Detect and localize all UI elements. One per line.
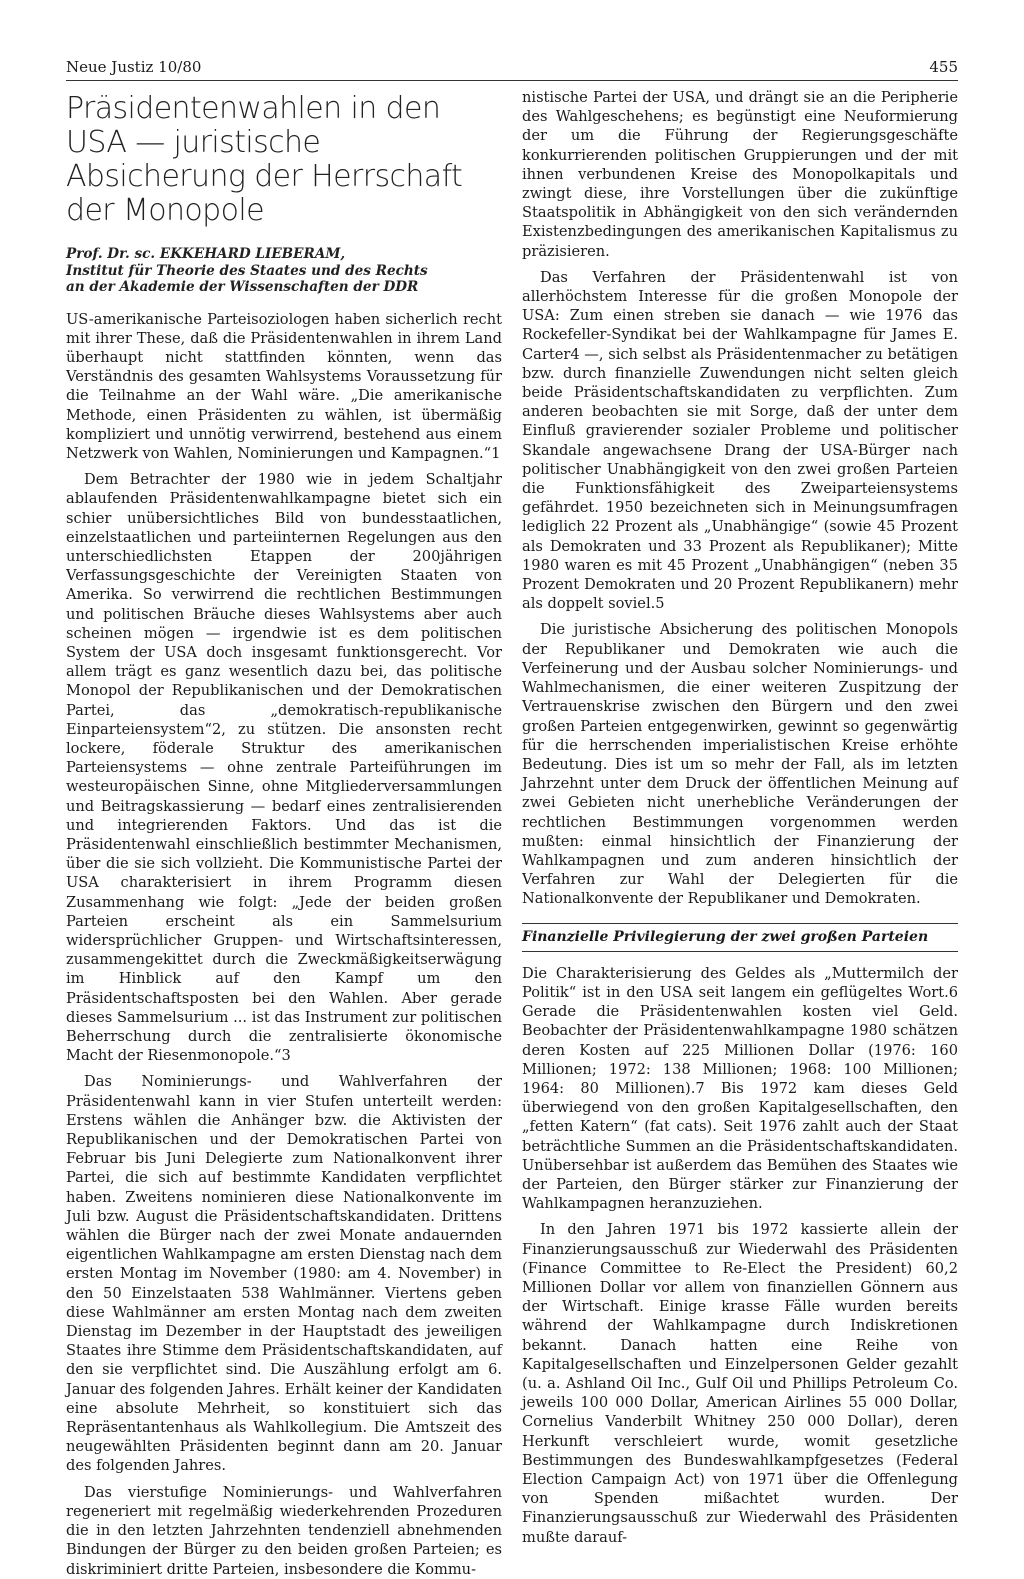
paragraph: nistische Partei der USA, und drängt sie an die Peripherie des Wahlgeschehens; es begünstigt eine Neuformierung der um die Führung der Regierungsgeschäfte konkurrierenden politischen Gruppierungen und der mit ihnen verbundenen Kreise des Monopolkapitals und zwingt diese, ihre Vorstellungen über die zukünftige Staatspolitik in Abhängigkeit von den sich verändernden Existenzbedingungen des amerikanischen Kapitalismus zu präzisieren. bbox=[522, 89, 958, 260]
paragraph: Das Verfahren der Präsidentenwahl ist von allerhöchstem Interesse für die großen Monopole der USA: Zum einen streben sie danach — wie 1976 das Rockefeller-Syndikat bei der Wahlkampagne für James E. Carter4 —, sich selbst als Präsidentenmacher zu betätigen bzw. durch finanzielle Zuwendungen nicht selten gleich beide Präsidentschaftskandidaten zu verpflichten. Zum anderen beobachten sie mit Sorge, daß der unter dem Einfluß gravierender sozialer Probleme und politischer Skandale angewachsene Drang der USA-Bürger nach politischer Unabhängigkeit von den zwei großen Parteien die Funktionsfähigkeit des Zweiparteiensystems gefährdet. 1950 bezeichneten sich in Meinungsumfragen lediglich 22 Prozent als „Unabhängige“ (sowie 45 Prozent als Demokraten und 33 Prozent als Republikaner); Mitte 1980 waren es mit 45 Prozent „Unabhängigen“ (neben 35 Prozent Demokraten und 20 Prozent Republikanern) mehr als doppelt soviel.5 bbox=[522, 268, 958, 613]
paragraph: US-amerikanische Parteisoziologen haben sicherlich recht mit ihrer These, daß die Präsidentenwahlen in ihrem Land überhaupt nicht stattfinden könnten, wenn das Verständnis des gesamten Wahlsystems Voraussetzung für die Teilnahme an der Wahl wäre. „Die amerikanische Methode, einen Präsidenten zu wählen, ist übermäßig kompliziert und unnötig verwirrend, bestehend aus einem Netzwerk von Wahlen, Nominierungen und Kampagnen.“1 bbox=[66, 310, 502, 462]
author-name: Prof. Dr. sc. EKKEHARD LIEBERAM, bbox=[66, 246, 346, 262]
author-block bbox=[66, 246, 502, 296]
paragraph: Das Nominierungs- und Wahlverfahren der Präsidentenwahl kann in vier Stufen unterteilt werden: Erstens wählen die Anhänger bzw. die Aktivisten der Republikanischen und der Demokratischen Partei von Februar bis Juni Delegierte zum Nationalkonvent ihrer Partei, die sich auf bestimmte Kandidaten verpflichtet haben. Zweitens nominieren diese Nationalkonvente im Juli bzw. August die Präsidentschaftskandidaten. Drittens wählen die Bürger nach der zwei Monate andauernden eigentlichen Wahlkampagne am ersten Dienstag nach dem ersten Montag im November (1980: am 4. November) in den 50 Einzelstaaten 538 Wahlmänner. Viertens geben diese Wahlmänner am ersten Montag nach dem zweiten Dienstag im Dezember in der Hauptstadt des jeweiligen Staates ihre Stimme dem Präsidentschaftskandidaten, auf den sie verpflichtet sind. Die Auszählung erfolgt am 6. Januar des folgenden Jahres. Erhält keiner der Kandidaten eine absolute Mehrheit, so konstituiert sich das Repräsentantenhaus als Wahlkollegium. Die Amtszeit des neugewählten Präsidenten beginnt dann am 20. Januar des folgenden Jahres. bbox=[66, 1073, 502, 1475]
paragraph: Die Charakterisierung des Geldes als „Muttermilch der Politik“ ist in den USA seit langem ein geflügeltes Wort.6 Gerade die Präsidentenwahlen kosten viel Geld. Beobachter der Präsidentenwahlkampagne 1980 schätzen deren Kosten auf 225 Millionen Dollar (1976: 160 Millionen; 1972: 138 Millionen; 1968: 100 Millionen; 1964: 80 Millionen).7 Bis 1972 kam dieses Geld überwiegend von den großen Kapitalgesellschaften, den „fetten Katern“ (fat cats). Seit 1976 zahlt auch der Staat beträchtliche Summen an die Präsidentschaftskandidaten. Unübersehbar ist außerdem das Bemühen des Staates wie der Parteien, den Bürger stärker zur Finanzierung der Wahlkampagnen heranzuziehen. bbox=[522, 964, 958, 1213]
left-column bbox=[66, 88, 502, 1579]
section-heading: Finanzielle Privilegierung der zwei großen Parteien bbox=[522, 923, 958, 952]
header-rule bbox=[66, 80, 958, 81]
paragraph: Die juristische Absicherung des politischen Monopols der Republikaner und Demokraten wie auch die Verfeinerung und der Ausbau solcher Nominierungs- und Wahlmechanismen, die einer weiteren Zuspitzung der Vertrauenskrise zwischen den Bürgern und den zwei großen Parteien entgegenwirken, gewinnt so gegenwärtig für die herrschenden imperialistischen Kreise erhöhte Bedeutung. Dies ist um so mehr der Fall, als im letzten Jahrzehnt unter dem Druck der öffentlichen Meinung auf zwei Gebieten nicht unerhebliche Veränderungen der rechtlichen Bestimmungen vorgenommen werden mußten: einmal hinsichtlich der Finanzierung der Wahlkampagnen und zum anderen hinsichtlich der Verfahren zur Wahl der Delegierten für die Nationalkonvente der Republikaner und Demokraten. bbox=[522, 621, 958, 908]
paragraph: In den Jahren 1971 bis 1972 kassierte allein der Finanzierungsausschuß zur Wiederwahl des Präsidenten (Finance Committee to Re-Elect the President) 60,2 Millionen Dollar vor allem von finanziellen Gönnern aus der Wirtschaft. Einige krasse Fälle wurden bereits während der Wahlkampagne durch Indiskretionen bekannt. Danach hatten eine Reihe von Kapitalgesellschaften und Einzelpersonen Gelder gezahlt (u. a. Ashland Oil Inc., Gulf Oil und Phillips Petroleum Co. jeweils 100 000 Dollar, American Airlines 55 000 Dollar, Cornelius Vanderbilt Whitney 250 000 Dollar), deren Herkunft verschleiert wurde, womit gesetzliche Bestimmungen des Bundeswahlkampfgesetzes (Federal Election Campaign Act) von 1971 über die Offenlegung von Spenden mißachtet wurden. Der Finanzierungsausschuß zur Wiederwahl des Präsidenten mußte darauf- bbox=[522, 1221, 958, 1546]
right-column bbox=[522, 88, 958, 1547]
page-number: 455 bbox=[929, 58, 958, 76]
running-header bbox=[66, 58, 958, 78]
author-affiliation-1: Institut für Theorie des Staates und des Rechts bbox=[66, 262, 428, 279]
article-title: Präsidentenwahlen in den USA — juristische Absicherung der Herrschaft der Monopole bbox=[66, 91, 463, 228]
paragraph: Das vierstufige Nominierungs- und Wahlverfahren regeneriert mit regelmäßig wiederkehrenden Prozeduren die in den letzten Jahrzehnten tendenziell abnehmenden Bindungen der Bürger zu den beiden großen Parteien; es diskriminiert dritte Parteien, insbesondere die Kommu- bbox=[66, 1483, 502, 1578]
author-affiliation-2: an der Akademie der Wissenschaften der DDR bbox=[66, 279, 419, 295]
journal-title: Neue Justiz 10/80 bbox=[66, 58, 202, 76]
paragraph: Dem Betrachter der 1980 wie in jedem Schaltjahr ablaufenden Präsidentenwahlkampagne bietet sich ein schier unübersichtliches Bild von bundesstaatlichen, einzelstaatlichen und parteiinternen Regelungen aus den unterschiedlichsten Etappen der 200jährigen Verfassungsgeschichte der Vereinigten Staaten von Amerika. So verwirrend die rechtlichen Bestimmungen und politischen Bräuche dieses Wahlsystems aber auch scheinen mögen — irgendwie ist es dem politischen System der USA doch insgesamt funktionsgerecht. Vor allem trägt es ganz wesentlich dazu bei, das politische Monopol der Republikanischen und der Demokratischen Partei, das „demokratisch-republikanische Einparteiensystem“2, zu stützen. Die ansonsten recht lockere, föderale Struktur des amerikanischen Parteiensystems — ohne zentrale Parteiführungen im westeuropäischen Sinne, ohne Mitgliederversammlungen und Beitragskassierung — bedarf eines zentralisierenden und integrierenden Faktors. Und das ist die Präsidentenwahl einschließlich bestimmter Mechanismen, über die sie sich vollzieht. Die Kommunistische Partei der USA charakterisiert in ihrem Programm diesen Zusammenhang wie folgt: „Jede der beiden großen Parteien erscheint als ein Sammelsurium widersprüchlicher Gruppen- und Wirtschaftsinteressen, zusammengekittet durch die Zweckmäßigkeitserwägung im Hinblick auf den Kampf um den Präsidentschaftsposten bei den Wahlen. Aber gerade dieses Sammelsurium ... ist das Instrument zur politischen Beherrschung durch die zentralisierte ökonomische Macht der Riesenmonopole.“3 bbox=[66, 471, 502, 1065]
